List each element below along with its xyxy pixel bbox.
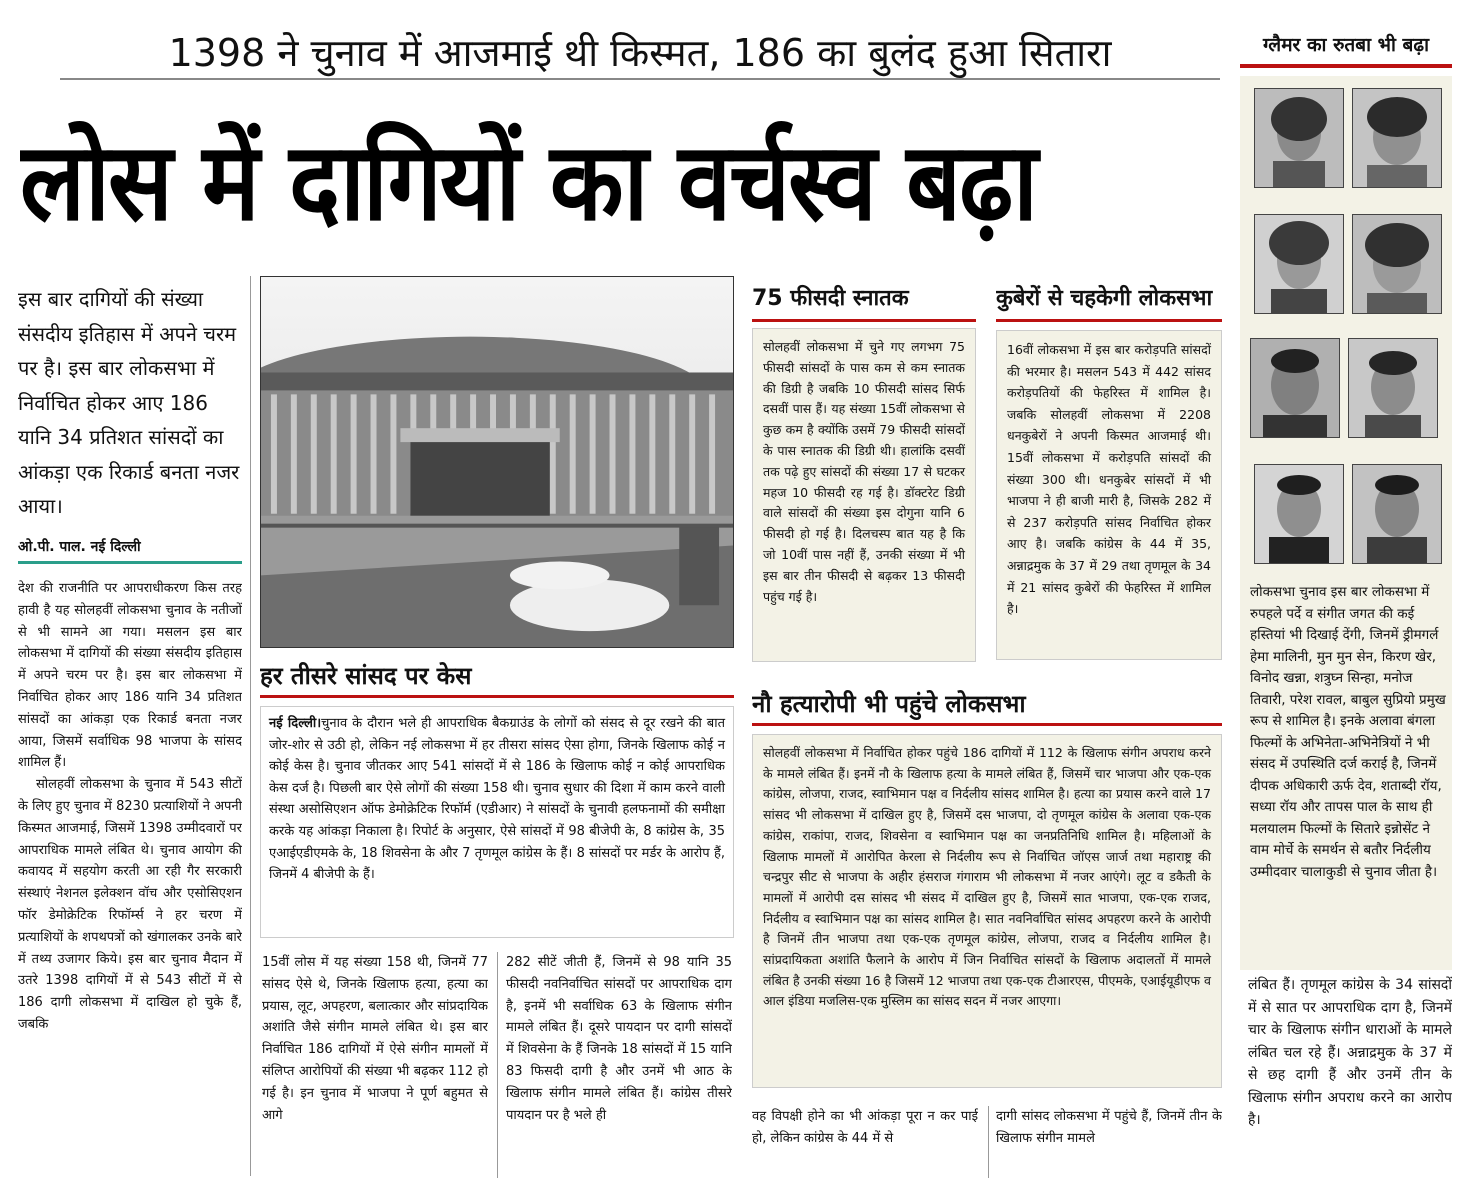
- bottom-column-3: वह विपक्षी होने का भी आंकड़ा पूरा न कर पाई हो, लेकिन कांग्रेस के 44 में से: [752, 1109, 978, 1146]
- parliament-photo: [260, 276, 734, 648]
- portrait-photo-1: [1254, 88, 1344, 188]
- case-section-heading: हर तीसरे सांसद पर केस: [260, 656, 734, 698]
- murder-body: सोलहवीं लोकसभा में निर्वाचित होकर पहुंचे 186 दागियों में 112 के खिलाफ संगीन अपराध करने के मामले लंबित हैं। इनमें नौ के खिलाफ हत्या के मामले लंबित हैं, जिसमें चार भाजपा और एक-एक कांग्रेस, लोजपा, राजद, स्वाभिमान पक्ष व निर्दलीय सांसद शामिल है। हत्या का प्रयास करने वाले 17 सांसद भी लोकसभा में दाखिल हुए है, जिसमें दस भाजपा, दो तृणमूल कांग्रेस के अलावा एक-एक कांग्रेस, राकांपा, राजद, शिवसेना व स्वाभिमान पक्ष का जनप्रतिनिधि शामिल है। महिलाओं के खिलाफ मामलों में आरोपित केरला से निर्दलीय रूप से निर्वाचित जॉएस जार्ज तथा महाराष्ट्र की चन्द्रपुर सीट से भाजपा के अहीर हंसराज गंगाराम भी लोकसभा में नजर आएंगे। लूट व डकैती के मामलों में आरोपी दस सांसद भी संसद में दाखिल हुए है, जिसमें सात भाजपा, एक-एक राजद, निर्दलीय व स्वाभिमान पक्ष का सांसद शामिल है। सात नवनिर्वाचित सांसद अपहरण करने के आरोपी है जिनमें तीन भाजपा तथा एक-एक तृणमूल कांग्रेस, लोजपा, राजद व निर्दलीय शामिल है। सांप्रदायिकता अशांति फैलाने के आरोप में जिन निर्वाचित सांसदों के खिलाफ अदालतों में मामले लंबित है उनकी संख्या 16 है जिसमें 12 भाजपा तथा एक-एक टीआरएस, पीएमके, एआईयूडीएफ व आल इंडिया मजलिस-एक मुस्लिम का सांसद सदन में नजर आएगा।: [752, 734, 1222, 1088]
- portrait-photo-2: [1352, 88, 1442, 188]
- column-divider: [250, 276, 251, 1176]
- column-divider: [988, 1106, 989, 1178]
- case-section-box: [260, 706, 734, 938]
- bottom-column-4: दागी सांसद लोकसभा में पहुंचे हैं, जिनमें तीन के खिलाफ संगीन मामले: [996, 1109, 1222, 1146]
- portrait-photo-6: [1348, 338, 1438, 438]
- portrait-photo-3: [1254, 214, 1344, 314]
- rich-body: 16वीं लोकसभा में इस बार करोड़पति सांसदों की भरमार है। मसलन 543 में 442 सांसद करोड़पतियों की फेहरिस्त में शामिल है। जबकि सोलहवीं लोकसभा में 2208 धनकुबेरों ने अपनी किस्मत आजमाई थी। 15वीं लोकसभा में करोड़पति सांसदों की संख्या 300 थी। धनकुबेर सांसदों में भी भाजपा ने ही बाजी मारी है, जिसके 282 में से 237 करोड़पति सांसद निर्वाचित होकर आए है। जबकि कांग्रेस के 44 में 35, अन्नाद्रमुक के 37 में 29 तथा तृणमूल के 34 में 21 सांसद कुबेरों की फेहरिस्त में शामिल है।: [996, 330, 1222, 660]
- graduate-body: सोलहवीं लोकसभा में चुने गए लगभग 75 फीसदी सांसदों के पास कम से कम स्नातक की डिग्री है जबकि 10 फीसदी सांसद सिर्फ दसवीं पास हैं। यह संख्या 15वीं लोकसभा से कुछ कम है क्योंकि उसमें 79 फीसदी सांसदों के पास स्नातक की डिग्री थी। हालांकि दसवीं तक पढ़े हुए सांसदों की संख्या 17 से घटकर महज 10 फीसदी रह गई है। डॉक्टरेट डिग्री वाले सांसदों की संख्या इस दोगुना यानि 6 फीसदी हो गई है। दिलचस्प बात यह है कि जो 10वीं पास नहीं हैं, उनकी संख्या में भी इस बार तीन फीसदी से बढ़कर 13 फीसदी पहुंच गई है।: [752, 328, 976, 662]
- case-section-body: चुनाव के दौरान भले ही आपराधिक बैकग्राउंड के लोगों को संसद से दूर रखने की बात जोर-शोर से उठी हो, लेकिन नई लोकसभा में हर तीसरा सांसद ऐसा होगा, जिनके खिलाफ कोई न कोई केस है। चुनाव जीतकर आए 541 सांसदों में से 186 के खिलाफ कोई न कोई आपराधिक केस दर्ज है। पिछली बार ऐसे लोगों की संख्या 158 थी। चुनाव सुधार की दिशा में काम करने वाली संस्था असोसिएशन ऑफ डेमोक्रेटिक रिफॉर्म (एडीआर) ने सांसदों के चुनावी हलफनामों की समीक्षा करके यह आंकड़ा निकाला है। रिपोर्ट के अनुसार, ऐसे सांसदों में 98 बीजेपी के, 8 कांग्रेस के, 35 एआईएडीएमके के, 18 शिवसेना के और 7 तृणमूल कांग्रेस के हैं। 8 सांसदों पर मर्डर के आरोप हैं, जिनमें 4 बीजेपी के हैं।: [269, 716, 725, 883]
- case-dateline: नई दिल्ली।: [269, 716, 322, 731]
- portrait-photo-7: [1254, 464, 1344, 564]
- glamour-caption: लोकसभा चुनाव इस बार लोकसभा में रुपहले पर्दे व संगीत जगत की कई हस्तियां भी दिखाई देंगी, जिनमें ड्रीमगर्ल हेमा मालिनी, मुन मुन सेन, किरण खेर, विनोद खन्ना, शत्रुघ्न सिन्हा, मनोज तिवारी, परेश रावल, बाबुल सुप्रियो प्रमुख रूप से शामिल है। इनके अलावा बंगला फिल्मों के अभिनेता-अभिनेत्रियों ने भी संसद में उपस्थिति दर्ज कराई है, जिनमें दीपक अधिकारी ऊर्फ देव, शताब्दी रॉय, सध्या रॉय और तापस पाल के साथ ही मलयालम फिल्मों के सितारे इन्नोसेंट ने वाम मोर्चे के समर्थन से बतौर निर्दलीय उम्मीदवार चालाकुडी से चुनाव जीता है।: [1250, 584, 1446, 880]
- glamour-title: ग्लैमर का रुतबा भी बढ़ा: [1240, 28, 1452, 68]
- left-column-body: [18, 578, 242, 1178]
- byline: ओ.पी. पाल. नई दिल्ली: [18, 534, 242, 564]
- rich-heading: कुबेरों से चहकेगी लोकसभा: [996, 282, 1222, 322]
- kicker-headline: 1398 ने चुनाव में आजमाई थी किस्मत, 186 का बुलंद हुआ सितारा: [60, 28, 1220, 80]
- graduate-heading: 75 फीसदी स्नातक: [752, 282, 976, 322]
- portrait-photo-4: [1352, 214, 1442, 314]
- main-headline: लोस में दागियों का वर्चस्व बढ़ा: [20, 119, 1037, 245]
- right-bottom-column: लंबित हैं। तृणमूल कांग्रेस के 34 सांसदों में से सात पर आपराधिक दाग है, जिनमें चार के खिलाफ संगीन धाराओं के मामले लंबित चल रहे हैं। अन्नाद्रमुक के 37 में से छह दागी हैं और उनमें तीन के खिलाफ संगीन अपराध करने का आरोप है।: [1248, 977, 1452, 1128]
- middle-column-1: 15वीं लोस में यह संख्या 158 थी, जिनमें 77 सांसद ऐसे थे, जिनके खिलाफ हत्या, हत्या का प्रयास, लूट, अपहरण, बलात्कार और सांप्रदायिक अशांति जैसे संगीन मामले लंबित थे। इस बार निर्वाचित 186 दागियों में ऐसे संगीन मामलों में संलिप्त आरोपियों की संख्या भी बढ़कर 112 हो गई है। इन चुनाव में भाजपा ने पूर्ण बहुमत से आगे: [262, 955, 488, 1123]
- intro-summary: इस बार दागियों की संख्या संसदीय इतिहास में अपने चरम पर है। इस बार लोकसभा में निर्वाचित होकर आए 186 यानि 34 प्रतिशत सांसदों का आंकड़ा एक रिकार्ड बनता नजर आया।: [18, 287, 240, 518]
- glamour-box: [1240, 76, 1452, 970]
- left-paragraph-1: देश की राजनीति पर आपराधीकरण किस तरह हावी है यह सोलहवीं लोकसभा चुनाव के नतीजों से भी सामने आ गया। मसलन इस बार लोकसभा में दागियों की संख्या संसदीय इतिहास में अपने चरम पर है। इस बार लोकसभा में निर्वाचित होकर आए 186 यानि 34 प्रतिशत सांसदों का आंकड़ा एक रिकार्ड बनता नजर आया, जिसमें सर्वाधिक 98 भाजपा के सांसद शामिल हैं।: [18, 581, 242, 771]
- portrait-photo-8: [1352, 464, 1442, 564]
- left-paragraph-2: सोलहवीं लोकसभा के चुनाव में 543 सीटों के लिए हुए चुनाव में 8230 प्रत्याशियों ने अपनी किस्मत आजमाई, जिसमें 1398 उम्मीदवारों पर आपराधिक मामले लंबित थे। चुनाव आयोग की कवायद में सहयोग करती आ रही गैर सरकारी संस्थाएं नेशनल इलेक्शन वॉच और एसोसिएशन फॉर डेमोक्रेटिक रिफॉर्म्स ने हर चरण में प्रत्याशियों के शपथपत्रों को खंगालकर उनके बारे में तथ्य उजागर किये। इस बार चुनाव मैदान में उतरे 1398 दागियों में से 543 सीटों में से 186 दागी लोकसभा में दाखिल हो चुके हैं, जबकि: [18, 777, 242, 1032]
- column-divider: [497, 952, 498, 1178]
- murder-heading: नौ हत्यारोपी भी पहुंचे लोकसभा: [752, 684, 1222, 726]
- portrait-photo-5: [1250, 338, 1340, 438]
- middle-column-2: 282 सीटें जीती हैं, जिनमें से 98 यानि 35 फीसदी नवनिर्वाचित सांसदों पर आपराधिक दाग है, इनमें भी सर्वाधिक 63 के खिलाफ संगीन मामले लंबित हैं। दूसरे पायदान पर दागी सांसदों में शिवसेना के हैं जिनके 18 सांसदों में 15 यानि 83 फिसदी दागी है और उनमें भी आठ के खिलाफ संगीन मामले लंबित हैं। कांग्रेस तीसरे पायदान पर है भले ही: [506, 955, 732, 1123]
